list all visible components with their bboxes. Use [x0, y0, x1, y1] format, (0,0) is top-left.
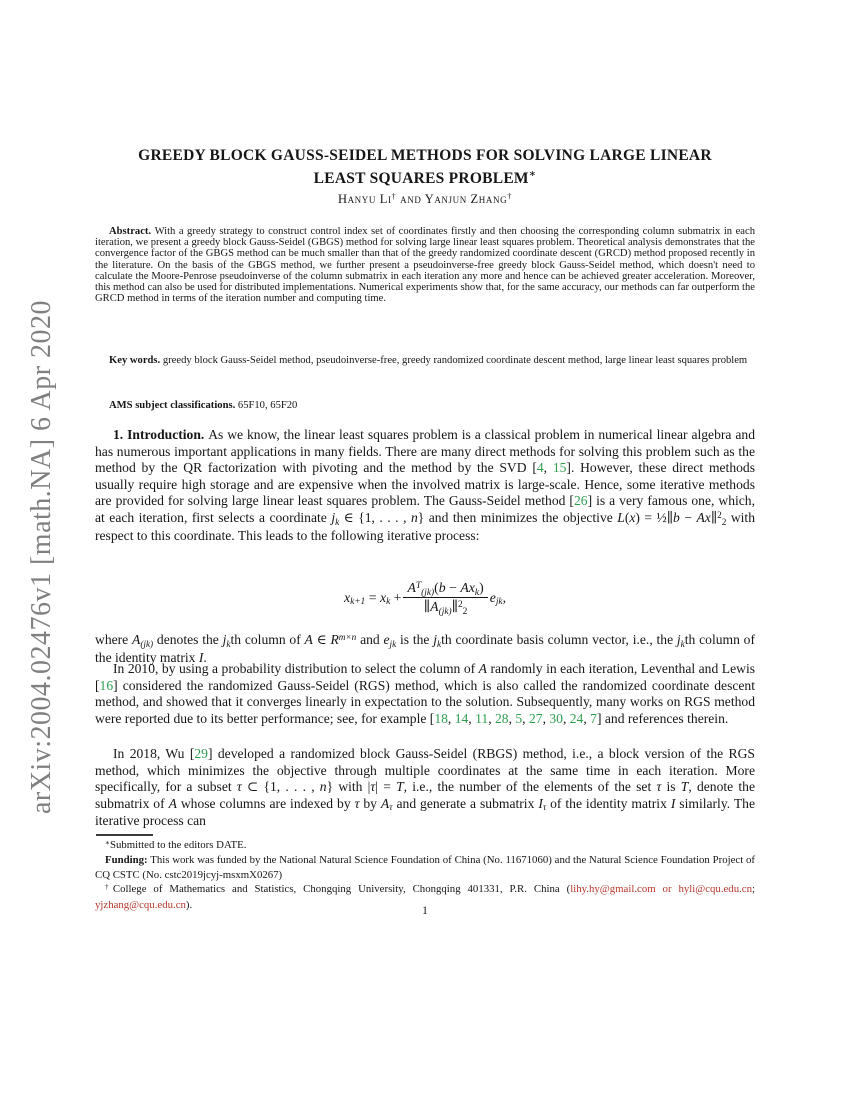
text-segment: ,	[488, 710, 495, 726]
text-segment: b	[673, 509, 680, 525]
text-segment: T	[396, 779, 404, 795]
text-segment: , i.e., the number of the elements of the set	[403, 779, 657, 795]
text-segment: )	[479, 580, 484, 595]
text-segment: similarly. The iterative process can	[95, 795, 755, 829]
text-segment: greedy block Gauss-Seidel method, pseudoinverse-free, greedy randomized coordinate descent method, large linear least squares problem	[162, 355, 748, 366]
text-segment: R	[330, 632, 339, 647]
text-segment: τ	[236, 779, 242, 795]
text-segment: This work was funded by the National Natural Science Foundation of China (No. 11671060) and the Natural Science Foundation Project of CQ CSTC (No. cstc2019jcyj-msxmX0267)	[95, 854, 755, 881]
text-segment: k+1	[350, 597, 366, 608]
text-segment: ,	[542, 710, 550, 726]
text-segment: x	[629, 509, 636, 525]
paragraph-2018	[95, 746, 755, 830]
text-segment: e	[489, 589, 496, 605]
text-segment: ,	[468, 710, 476, 726]
citation-link[interactable]: 29	[194, 746, 208, 761]
footnote-rule	[96, 834, 153, 836]
text-segment: T	[415, 580, 422, 591]
text-segment: is	[661, 779, 681, 795]
text-segment: b	[438, 580, 446, 595]
text-segment: A	[304, 632, 313, 647]
ams-classifications	[95, 400, 755, 411]
text-segment: ;	[752, 883, 755, 896]
text-segment: (	[434, 580, 439, 595]
text-segment: ,	[502, 589, 507, 605]
abstract	[95, 226, 755, 304]
text-segment: I	[198, 649, 204, 665]
text-segment: ∈ {1, . . . ,	[339, 509, 411, 525]
text-segment: (jk)	[421, 587, 435, 598]
text-segment: ⊂ {1, . . . ,	[241, 779, 320, 795]
text-segment: ) = ½∥	[635, 509, 674, 525]
text-segment: } and then minimizes the objective	[417, 509, 618, 525]
text-segment: } with |	[326, 779, 371, 795]
text-segment: L	[617, 509, 625, 525]
text-segment: n	[319, 779, 327, 795]
email-link[interactable]: or	[655, 883, 679, 896]
arxiv-watermark: arXiv:2004.02476v1 [math.NA] 6 Apr 2020	[26, 299, 57, 815]
text-segment: A	[478, 661, 487, 676]
text-segment: .	[203, 649, 207, 665]
text-segment: ∥	[423, 599, 431, 614]
text-segment: 2	[721, 516, 727, 527]
text-segment: by	[359, 795, 381, 811]
citation-link[interactable]: 27	[528, 710, 543, 726]
text-segment: ,	[447, 710, 455, 726]
text-segment: Hanyu Li	[337, 192, 392, 206]
text-segment: and generate a submatrix	[392, 795, 539, 811]
text-segment: th column of	[230, 632, 305, 647]
text-segment: j	[676, 632, 681, 647]
citation-link[interactable]: 11	[475, 710, 489, 726]
text-segment: −	[445, 580, 461, 595]
keywords	[95, 355, 755, 366]
text-segment: ] considered the randomized Gauss-Seidel (RGS) method, which is also called the randomized coordinate descent method, and showed that it converges linearly in expectation to the solution. Subsequently, many works on RGS method were reported due to its better performance; see, for example [	[95, 677, 755, 726]
text-segment: ,	[508, 710, 516, 726]
text-segment: ] and references therein.	[596, 710, 729, 726]
text-segment: | =	[375, 779, 397, 795]
text-segment: Abstract.	[109, 226, 155, 237]
text-segment: k	[226, 638, 231, 649]
text-segment: τ	[354, 795, 360, 811]
text-segment: τ	[542, 802, 547, 813]
text-segment: th column of the identity matrix	[95, 632, 756, 665]
citation-link[interactable]: 7	[590, 710, 597, 726]
citation-link[interactable]: 30	[549, 710, 563, 726]
text-segment: A	[168, 795, 177, 811]
text-segment: denotes the	[153, 632, 223, 647]
paragraph-2010	[95, 661, 755, 727]
text-segment: AMS subject classifications.	[109, 400, 238, 411]
text-segment: whose columns are indexed by	[176, 795, 355, 811]
text-segment: A	[430, 599, 439, 614]
text-segment: x	[343, 589, 351, 605]
text-segment: 2	[462, 606, 468, 617]
text-segment: ∥	[451, 599, 458, 614]
text-segment: ,	[583, 710, 591, 726]
text-segment: A	[132, 632, 141, 647]
email-link[interactable]: lihy.hy@gmail.com	[570, 883, 656, 896]
equation-lhs	[344, 590, 402, 606]
text-segment: In 2018, Wu [	[113, 746, 195, 761]
text-segment: −	[679, 509, 697, 525]
text-segment: Key words.	[109, 355, 163, 366]
text-segment: I	[538, 795, 543, 811]
text-segment: ,	[562, 710, 570, 726]
text-segment: (	[624, 509, 630, 525]
text-segment: k	[335, 516, 340, 527]
text-segment: j	[433, 632, 437, 647]
text-segment: k	[474, 587, 480, 598]
text-segment: In 2010, by using a probability distribution to select the column of	[113, 661, 479, 676]
equation-denominator	[403, 598, 487, 615]
text-segment: k	[386, 597, 391, 608]
title-footnote-mark: ∗	[528, 169, 537, 180]
text-segment: ).	[185, 898, 193, 911]
citation-link[interactable]: 28	[494, 710, 509, 726]
footnote-block	[95, 838, 755, 912]
text-segment: A	[407, 580, 416, 595]
text-segment: =	[365, 589, 380, 605]
text-segment: 2	[457, 599, 463, 610]
text-segment: +	[390, 589, 402, 605]
text-segment: 1. Introduction.	[113, 427, 209, 442]
text-segment: ∗	[105, 837, 110, 847]
citation-link[interactable]: 24	[569, 710, 584, 726]
text-segment: (jk)	[438, 606, 452, 617]
text-segment: ]. However, these direct methods usually require high storage and are expensive when the involved matrix is large-scale. Hence, some iterative methods are provided for solving large linear least squares problem. The Gauss-Seidel method [	[95, 460, 756, 509]
text-segment: (jk)	[140, 638, 154, 649]
text-segment: x	[379, 589, 387, 605]
text-segment: ∥	[710, 509, 718, 525]
email-link[interactable]: hyli@cqu.edu.cn	[678, 883, 752, 896]
text-column	[95, 0, 755, 1100]
paper-title-line-2	[95, 168, 755, 188]
text-segment: and	[356, 632, 384, 647]
text-segment: k	[437, 638, 442, 649]
text-segment: τ	[370, 779, 376, 795]
text-segment: ,	[543, 460, 553, 476]
text-segment: where	[95, 632, 132, 647]
text-segment: 2	[717, 509, 722, 520]
text-segment: k	[680, 638, 685, 649]
text-segment: †	[105, 881, 113, 891]
text-segment: is the	[396, 632, 434, 647]
text-segment: m×n	[338, 631, 357, 642]
text-segment: jk	[495, 597, 503, 608]
citation-link[interactable]: 26	[573, 493, 588, 509]
citation-link[interactable]: 4	[536, 460, 544, 476]
text-segment: As we know, the linear least squares problem is a classical problem in numerical linear algebra and has numerous important applications in many fields. There are many direct methods for solving this problem such as the method by the QR factorization with pivoting and the method by the SVD [	[95, 427, 755, 476]
page-number: 1	[422, 905, 428, 917]
equation-fraction	[403, 580, 487, 615]
text-segment: ,	[522, 710, 529, 726]
display-equation	[95, 580, 755, 615]
text-segment: with respect to this coordinate. This leads to the following iterative process:	[95, 509, 756, 543]
paper-title-line-1: GREEDY BLOCK GAUSS-SEIDEL METHODS FOR SOLVING LARGE LINEAR	[138, 147, 712, 164]
text-segment: j	[222, 632, 227, 647]
text-segment: Ax	[460, 580, 475, 595]
citation-link[interactable]: 5	[515, 710, 523, 726]
paragraph-introduction	[95, 427, 755, 544]
text-segment: e	[383, 632, 390, 647]
citation-link[interactable]: 18	[434, 710, 448, 726]
text-segment: †	[507, 191, 513, 202]
text-segment: 65F10, 65F20	[237, 400, 298, 411]
text-segment: th coordinate basis column vector, i.e., the	[441, 632, 677, 647]
text-segment: n	[410, 509, 418, 525]
equation-rhs	[490, 590, 506, 606]
text-segment: τ	[389, 802, 393, 813]
citation-link[interactable]: 16	[99, 677, 114, 693]
text-segment: ∈	[312, 632, 331, 647]
text-segment: and Yanjun Zhang	[396, 192, 508, 206]
footnote-submitted	[95, 838, 755, 853]
text-segment: j	[331, 509, 336, 525]
paper-title-line-2-text: LEAST SQUARES PROBLEM	[313, 170, 529, 188]
text-segment: τ	[656, 779, 662, 795]
footnote-funding	[95, 853, 755, 882]
citation-link[interactable]: 14	[454, 710, 469, 726]
text-segment: ] is a very famous one, which, at each iteration, first selects a coordinate	[95, 493, 756, 525]
text-segment: Ax	[696, 509, 711, 525]
text-segment: With a greedy strategy to construct control index set of coordinates firstly and then choosing the corresponding column submatrix in each iteration, we present a greedy block Gauss-Seidel (GBGS) method for solving large linear least squares problem. Theoretical analysis demonstrates that the convergence factor of the GBGS method can be much smaller than that of the greedy randomized coordinate descent (GRCD) method proposed recently in the literature. On the basis of the GBGS method, we further present a pseudoinverse-free greedy block Gauss-Seidel method, which doesn't need to calculate the Moore-Penrose pseudoinverse of the column submatrix in each iteration any more and hence can be achieved greater acceleration. Moreover, this method can also be used for distributed implementations. Numerical experiments show that, for the same accuracy, our methods can far outperform the GRCD method in terms of the iteration number and computing time.	[95, 226, 755, 305]
text-segment: Submitted to the editors DATE.	[109, 839, 247, 851]
text-segment: randomly in each iteration, Leventhal and Lewis [	[95, 661, 756, 693]
text-segment: †	[391, 191, 397, 202]
text-segment: , denote the submatrix of	[95, 779, 755, 811]
authors-line	[95, 192, 755, 207]
text-segment: I	[670, 795, 676, 811]
text-segment: T	[680, 779, 689, 795]
text-segment: Funding:	[105, 854, 148, 867]
text-segment: ] developed a randomized block Gauss-Seidel (RBGS) method, i.e., a block version of the RGS method, which minimizes the objective through multiple coordinates at the same time in each iteration. More specifically, for a subset	[95, 746, 755, 795]
text-segment: of the identity matrix	[546, 795, 671, 811]
text-segment: College of Mathematics and Statistics, Chongqing University, Chongqing 401331, P.R. China (	[112, 883, 571, 896]
text-segment: jk	[389, 638, 397, 649]
text-segment: A	[380, 795, 390, 811]
citation-link[interactable]: 15	[552, 460, 567, 476]
email-link[interactable]: yjzhang@cqu.edu.cn	[95, 898, 186, 911]
equation-numerator	[403, 580, 487, 598]
